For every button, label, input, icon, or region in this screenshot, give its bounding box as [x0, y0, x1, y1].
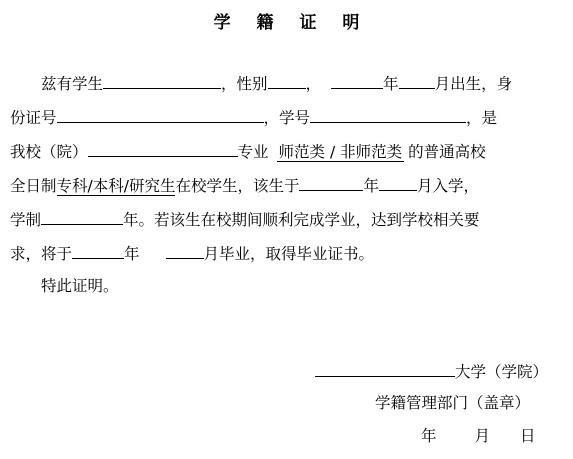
text-sign-day: 日	[520, 427, 536, 445]
option-teacher-training[interactable]: 师范类 / 非师范类	[278, 143, 403, 161]
line-id-number	[10, 104, 497, 128]
line-duration	[10, 206, 480, 230]
blank-student-number[interactable]	[310, 104, 466, 123]
blank-university-name[interactable]	[315, 358, 455, 377]
text-school-label: 我校（院）	[10, 143, 88, 161]
blank-grad-month[interactable]	[166, 240, 204, 259]
text-duration-rest: 年。若该生在校期间顺利完成学业，达到学校相关要	[123, 211, 480, 229]
blank-birth-month[interactable]	[399, 70, 435, 89]
blank-enroll-year[interactable]	[299, 172, 363, 191]
text-enrolled: 在校学生，该生于	[175, 177, 300, 195]
text-student-no-label: ，学号	[263, 109, 311, 127]
text-will-graduate: 求，将于	[10, 245, 73, 263]
line-major	[10, 138, 486, 162]
text-student-intro: 兹有学生	[41, 75, 104, 93]
blank-duration[interactable]	[41, 206, 123, 225]
text-university-label: 大学（学院）	[455, 363, 549, 381]
blank-birth-year[interactable]	[331, 70, 383, 89]
line-hereby-certify	[10, 274, 119, 298]
document-title: 学 籍 证 明	[213, 13, 370, 33]
text-hereby-certify: 特此证明。	[41, 277, 119, 295]
option-degree-level[interactable]: 专科/本科/研究生	[56, 177, 176, 195]
text-enroll-month-label: 月入学，	[417, 177, 480, 195]
blank-student-name[interactable]	[103, 70, 221, 89]
line-enrollment	[10, 172, 479, 196]
text-department-label: 学籍管理部门（盖章）	[375, 394, 531, 412]
text-regular-college: 的普通高校	[408, 143, 486, 161]
text-sign-month: 月	[474, 427, 491, 445]
text-grad-rest: 月毕业，取得毕业证书。	[203, 245, 375, 263]
blank-gender[interactable]	[268, 70, 306, 89]
line-graduation	[10, 240, 374, 264]
text-grad-year-label: 年	[124, 245, 140, 263]
signature-department	[375, 391, 530, 415]
text-year-label: 年	[383, 75, 399, 93]
text-enroll-year-label: 年	[363, 177, 379, 195]
text-id-label: 份证号	[10, 109, 57, 127]
signature-university	[315, 358, 548, 382]
text-gender-label: ，性别	[221, 75, 268, 93]
blank-grad-year[interactable]	[72, 240, 124, 259]
text-birth-label: 月出生，身	[434, 75, 513, 93]
text-sign-year: 年	[421, 427, 437, 445]
signature-date	[421, 424, 536, 448]
text-major-label: 专业	[237, 143, 269, 161]
line-student-name	[10, 70, 512, 94]
text-is: ，是	[466, 109, 498, 127]
text-duration-label: 学制	[10, 211, 42, 229]
text-fulltime: 全日制	[10, 177, 57, 195]
blank-enroll-month[interactable]	[379, 172, 417, 191]
blank-id-number[interactable]	[57, 104, 264, 123]
blank-major[interactable]	[88, 138, 238, 157]
text-comma: ，	[305, 75, 322, 93]
